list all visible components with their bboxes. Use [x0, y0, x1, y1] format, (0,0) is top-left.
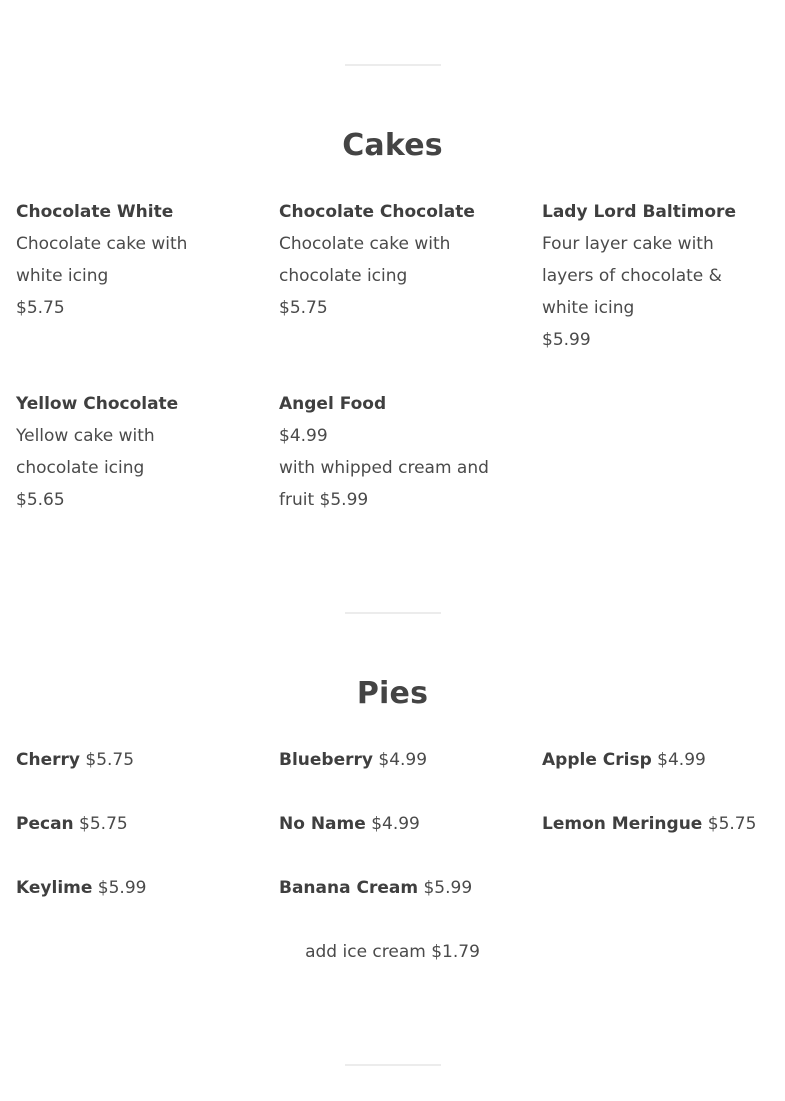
item-price: $5.75: [85, 750, 135, 770]
item-name: Pecan: [16, 814, 74, 834]
item-name: Yellow Chocolate: [16, 394, 179, 414]
item-name: Blueberry: [279, 750, 373, 770]
menu-item-cherry: [16, 744, 134, 776]
section-divider-middle: [345, 612, 441, 614]
item-description: chocolate icing: [16, 458, 145, 478]
menu-item-chocolate-white: [16, 196, 251, 324]
item-description: white icing: [16, 266, 109, 286]
section-divider-top: [345, 64, 441, 66]
menu-item-keylime: [16, 872, 146, 904]
menu-item-angel-food: [279, 388, 514, 516]
item-name: Keylime: [16, 878, 93, 898]
menu-item-yellow-chocolate: [16, 388, 251, 516]
item-description: Four layer cake with: [542, 234, 714, 254]
item-price: $5.75: [707, 814, 757, 834]
menu-item-lemon-meringue: [542, 808, 756, 840]
item-price: $5.75: [79, 814, 128, 834]
pies-heading: Pies: [356, 676, 429, 711]
item-price: $5.99: [423, 878, 473, 898]
menu-item-pecan: [16, 808, 128, 840]
item-price: $5.99: [97, 878, 147, 898]
item-name: Angel Food: [279, 394, 387, 414]
item-description: fruit $5.99: [279, 490, 369, 510]
item-description: Chocolate cake with: [279, 234, 451, 254]
item-price: $5.75: [16, 298, 65, 318]
section-divider-bottom: [345, 1064, 441, 1066]
item-name: No Name: [279, 814, 366, 834]
item-price: $5.65: [16, 490, 65, 510]
item-description: chocolate icing: [279, 266, 408, 286]
item-name: Lady Lord Baltimore: [542, 202, 736, 222]
ice-cream-addon-note: add ice cream $1.79: [305, 942, 480, 962]
item-name: Chocolate White: [16, 202, 174, 222]
cakes-heading: Cakes: [342, 128, 443, 163]
item-name: Apple Crisp: [542, 750, 652, 770]
item-description: layers of chocolate &: [542, 266, 722, 286]
item-price: $4.99: [657, 750, 706, 770]
item-description: Chocolate cake with: [16, 234, 188, 254]
item-description: Yellow cake with: [16, 426, 155, 446]
item-price: $4.99: [279, 426, 328, 446]
item-name: Banana Cream: [279, 878, 419, 898]
item-description: white icing: [542, 298, 635, 318]
menu-item-chocolate-chocolate: [279, 196, 514, 324]
menu-item-banana-cream: [279, 872, 472, 904]
item-price: $4.99: [371, 814, 420, 834]
item-name: Chocolate Chocolate: [279, 202, 475, 222]
item-price: $4.99: [378, 750, 428, 770]
menu-item-lady-lord-baltimore: [542, 196, 777, 356]
item-price: $5.75: [279, 298, 328, 318]
menu-item-no-name: [279, 808, 420, 840]
menu-item-blueberry: [279, 744, 427, 776]
menu-item-apple-crisp: [542, 744, 706, 776]
item-description: with whipped cream and: [279, 458, 489, 478]
item-name: Lemon Meringue: [542, 814, 703, 834]
item-name: Cherry: [16, 750, 80, 770]
item-price: $5.99: [542, 330, 591, 350]
